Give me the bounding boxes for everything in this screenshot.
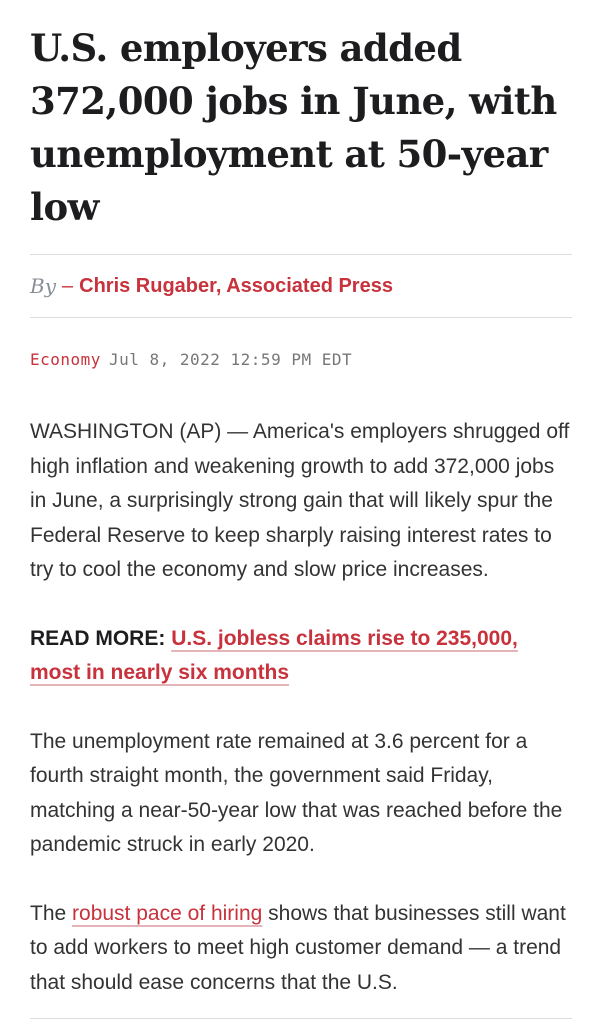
- category-link[interactable]: Economy: [30, 350, 101, 369]
- author-link[interactable]: Chris Rugaber, Associated Press: [79, 274, 393, 297]
- read-more-label: READ MORE:: [30, 626, 166, 650]
- paragraph-2: The unemployment rate remained at 3.6 percent for a fourth straight month, the government said Friday, matching a near-50-year low that was reached before the pandemic struck in early 2020.: [30, 729, 563, 856]
- read-more-link[interactable]: U.S. jobless claims rise to 235,000, most in nearly six months: [30, 626, 518, 684]
- paragraph-3-start: The: [30, 901, 73, 925]
- robust-hiring-link[interactable]: robust pace of hiring: [72, 901, 263, 925]
- article-meta: [30, 350, 572, 369]
- divider-bottom: [30, 317, 572, 318]
- byline-dash: –: [62, 274, 74, 297]
- publish-date: Jul 8, 2022 12:59 PM EDT: [108, 350, 353, 369]
- paragraph-1: WASHINGTON (AP) — America's employers shrugged off high inflation and weakening growth to add 372,000 jobs in June, a surprisingly strong gain that will likely spur the Federal Reserve to keep sharply raising interest rates to try to cool the economy and slow price increases.: [30, 420, 570, 581]
- article: [30, 0, 572, 1000]
- bottom-divider: [30, 1018, 572, 1019]
- paragraph-3: [30, 897, 572, 1001]
- headline: U.S. employers added 372,000 jobs in June, with unemployment at 50-year low: [30, 26, 557, 229]
- byline: [30, 255, 572, 317]
- byline-prefix: By: [30, 274, 56, 298]
- paragraph-3-rest: shows that businesses still want to add workers to meet high customer demand — a trend that should ease concerns that the U.S.: [30, 901, 566, 994]
- read-more: [30, 622, 572, 691]
